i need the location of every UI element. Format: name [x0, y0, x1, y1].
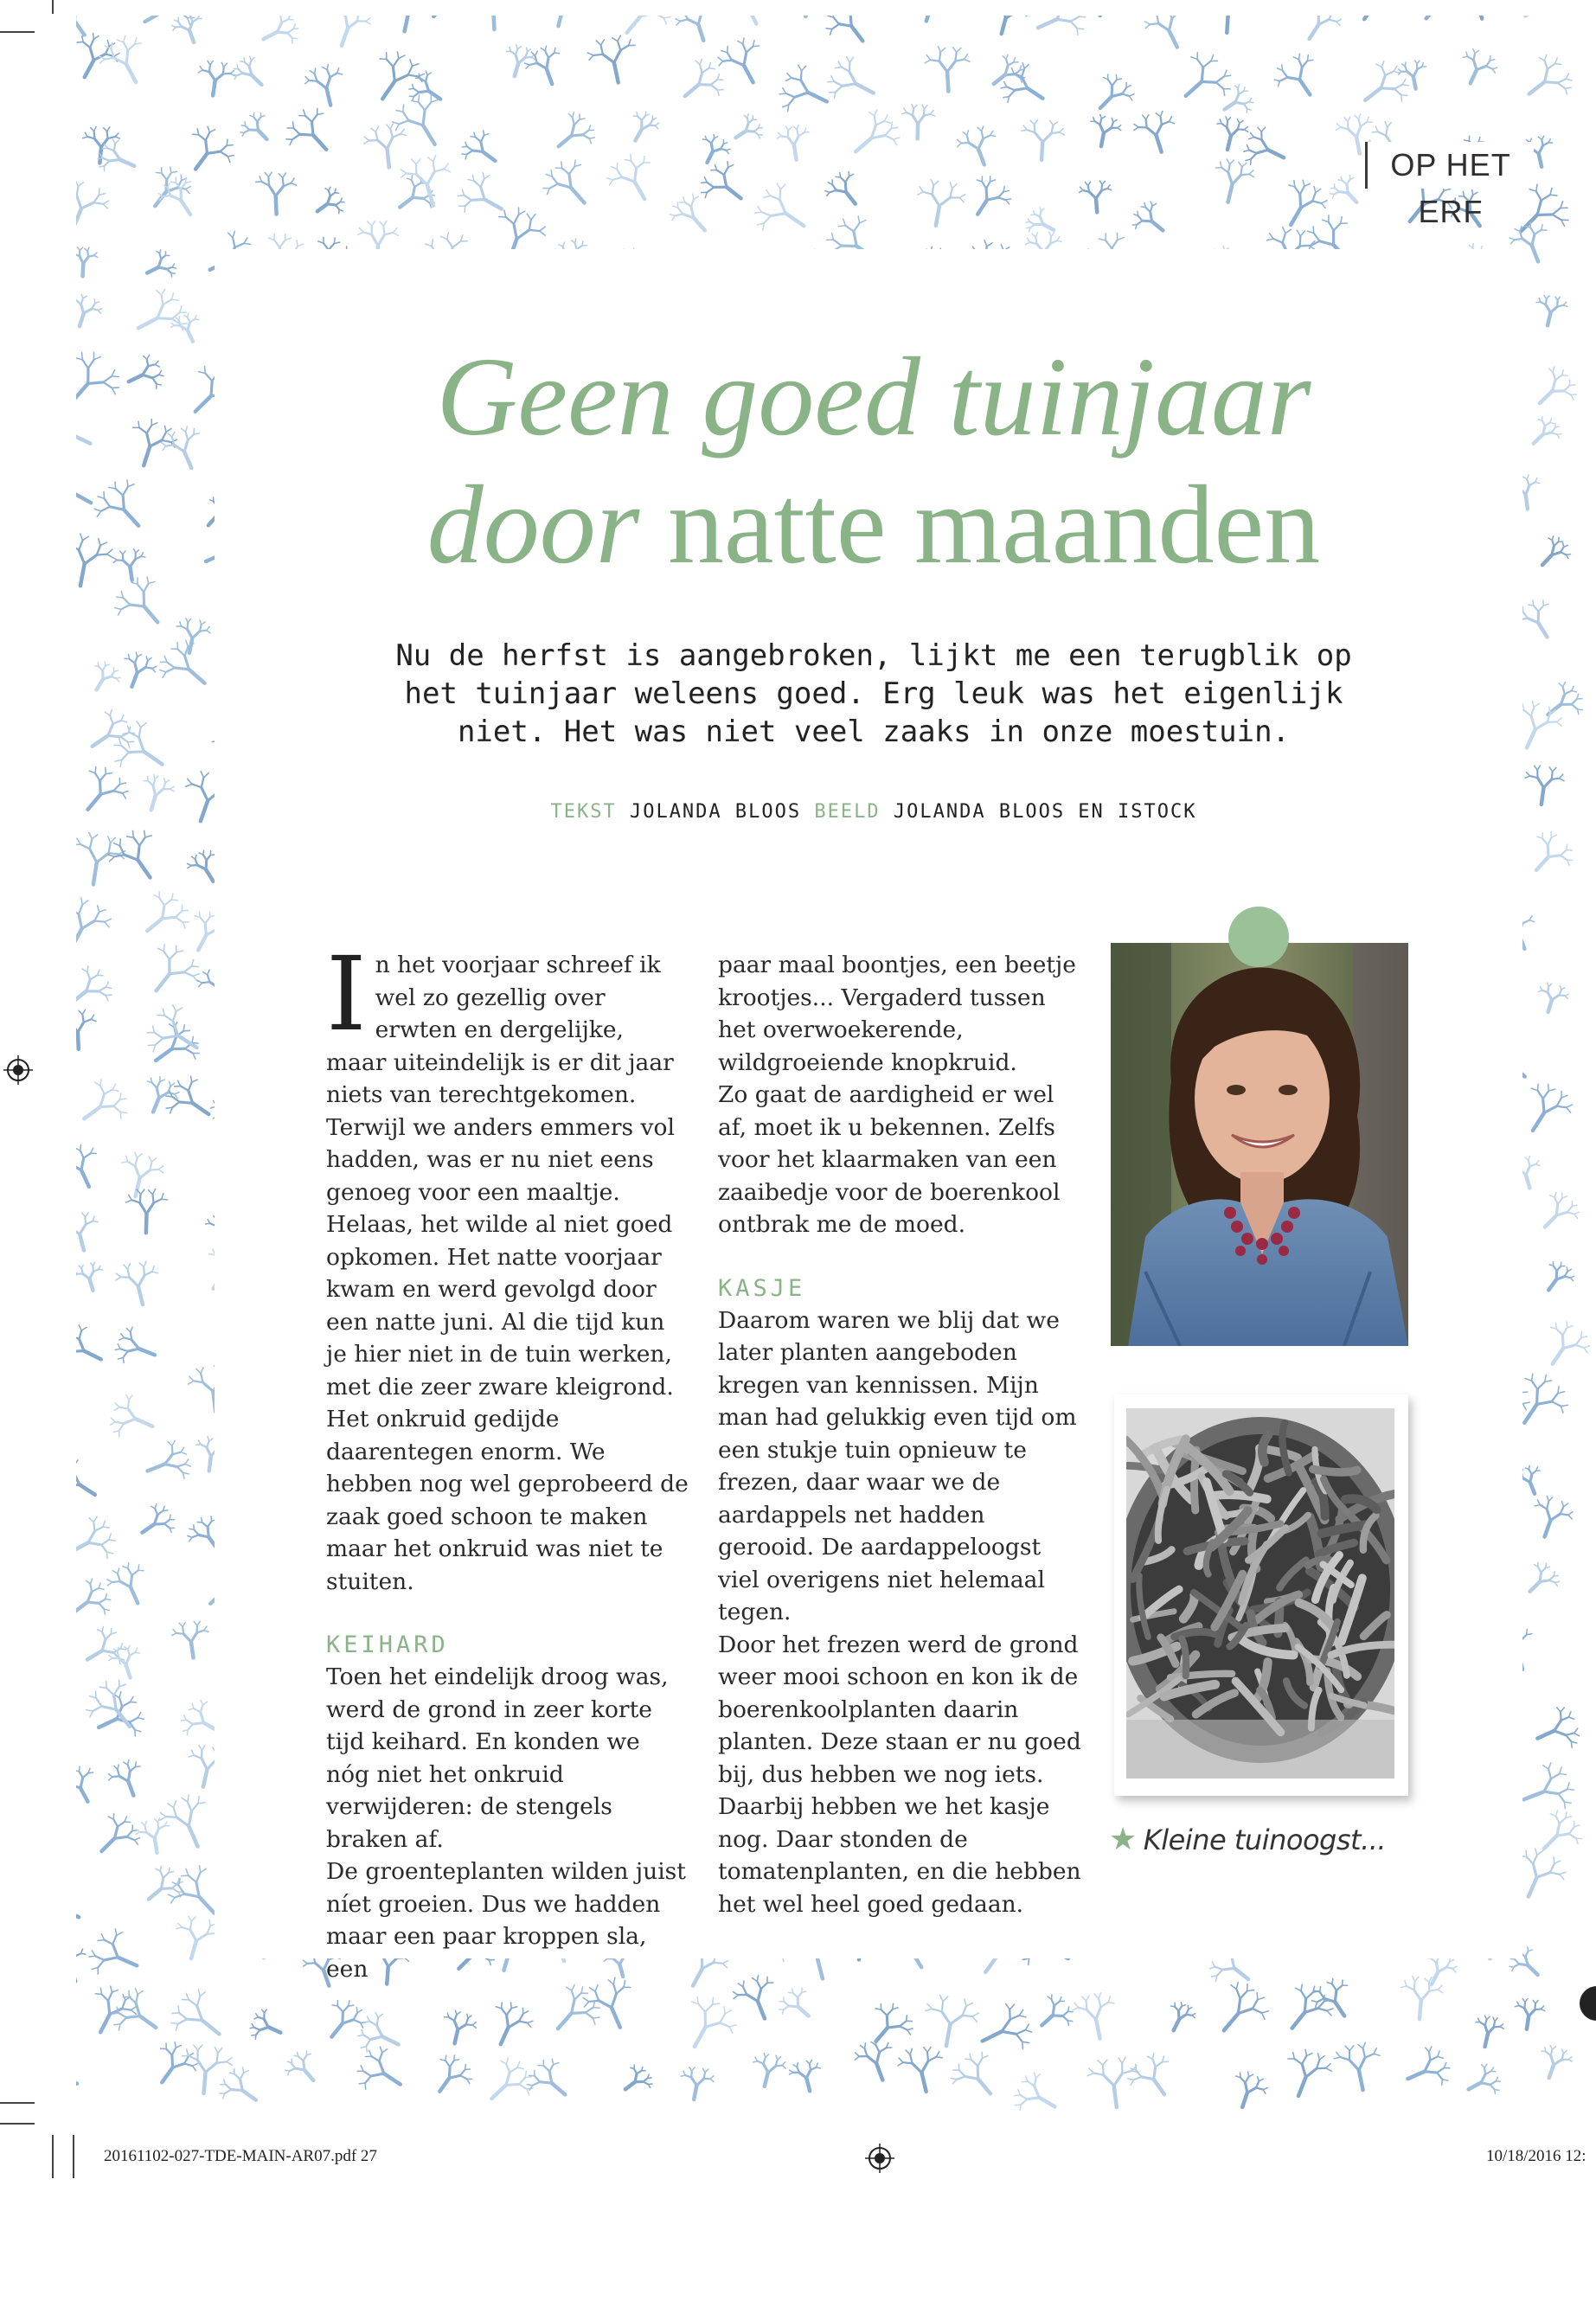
- paragraph: Helaas, het wilde al niet goed opkomen. Het natte voorjaar kwam en werd gevolgd door een natte juni. Al die tijd kun je hier niet in de tuin werken, met die zeer zware kleigrond.: [326, 1211, 674, 1400]
- section-tag: OP HET ERF: [1365, 142, 1534, 189]
- paragraph: [326, 934, 689, 1208]
- crop-mark: [0, 2102, 35, 2104]
- photo-caption: [1109, 1822, 1386, 1857]
- credits-image-author: JOLANDA BLOOS EN ISTOCK: [893, 801, 1197, 823]
- print-footer-date: 10/18/2016 12:: [1486, 2147, 1586, 2165]
- paragraph: Daarbij hebben we het kasje nog. Daar stonden de tomatenplanten, en die hebben het wel heel goed gedaan.: [718, 1793, 1081, 1918]
- crop-mark: [52, 2135, 54, 2178]
- paragraph: De groenteplanten wilden juist níet groeien. Dus we hadden maar een paar kroppen sla, een: [326, 1858, 686, 1983]
- intro-line: niet. Het was niet veel zaaks in onze moestuin.: [457, 715, 1291, 749]
- harvest-photo-frame: [1114, 1394, 1408, 1796]
- intro-line: het tuinjaar weleens goed. Erg leuk was het eigenlijk: [404, 676, 1343, 711]
- crop-mark: [52, 0, 54, 14]
- accent-dot: [1228, 907, 1289, 967]
- paragraph: Daarom waren we blij dat we later planten aangeboden kregen van kennissen. Mijn man had gelukkig even tijd om een stukje tuin opnieuw te frezen, daar waar we de aardappels net hadden gerooid. De aardappeloogst viel overigens niet helemaal tegen.: [718, 1306, 1077, 1625]
- title-line-2-italic: door: [426, 463, 640, 587]
- article-column-2: [718, 949, 1081, 1920]
- article-column-1: [326, 934, 689, 1985]
- registration-mark-icon: [3, 1055, 33, 1085]
- drop-cap: I: [326, 934, 367, 1054]
- credits: [311, 801, 1436, 823]
- credits-text-author: JOLANDA BLOOS: [629, 801, 802, 823]
- credits-text-label: TEKST: [550, 801, 617, 823]
- subheading: KASJE: [718, 1274, 806, 1302]
- crop-mark: [0, 31, 35, 33]
- caption-text: Kleine tuinoogst...: [1143, 1823, 1387, 1856]
- article-title: [260, 333, 1488, 589]
- credits-image-label: BEELD: [814, 801, 881, 823]
- crop-mark: [0, 2123, 35, 2125]
- paragraph-text: n het voorjaar schreef ik wel zo gezellig over erwten en dergelijke, maar uiteindelijk is er dit jaar niets van terechtgekomen. Terwijl we anders emmers vol hadden, was er nu niet eens genoeg voor een maaltje.: [326, 952, 675, 1206]
- registration-mark-icon: [865, 2144, 894, 2173]
- crop-mark: [73, 2135, 74, 2178]
- intro-text: [311, 637, 1436, 751]
- paragraph: Door het frezen werd de grond weer mooi schoon en kon ik de boerenkoolplanten daarin planten. Deze staan er nu goed bij, dus hebben we nog iets.: [718, 1631, 1081, 1788]
- title-line-1: Geen goed tuinjaar: [436, 335, 1311, 459]
- title-line-2-rest: natte maanden: [667, 463, 1321, 587]
- paragraph: Toen het eindelijk droog was, werd de grond in zeer korte tijd keihard. En konden we nóg niet het onkruid verwijderen: de stengels braken af.: [326, 1663, 669, 1853]
- intro-line: Nu de herfst is aangebroken, lijkt me een terugblik op: [395, 638, 1352, 673]
- paragraph: paar maal boontjes, een beetje krootjes... Vergaderd tussen het overwoekerende, wildgroeiende knopkruid.: [718, 952, 1076, 1076]
- subheading: KEIHARD: [326, 1631, 449, 1658]
- paragraph: Het onkruid gedijde daarentegen enorm. We hebben nog wel geprobeerd de zaak goed schoon te maken maar het onkruid was niet te stuiten.: [326, 1406, 689, 1595]
- paragraph: Zo gaat de aardigheid er wel af, moet ik u bekennen. Zelfs voor het klaarmaken van een zaaibedje voor de boerenkool ontbrak me de moed.: [718, 1081, 1061, 1238]
- title-line-2: [260, 461, 1488, 589]
- star-icon: ★: [1109, 1822, 1137, 1857]
- harvest-photo: [1126, 1408, 1394, 1779]
- author-portrait-photo: [1111, 943, 1408, 1346]
- print-footer-filename: 20161102-027-TDE-MAIN-AR07.pdf 27: [104, 2147, 377, 2165]
